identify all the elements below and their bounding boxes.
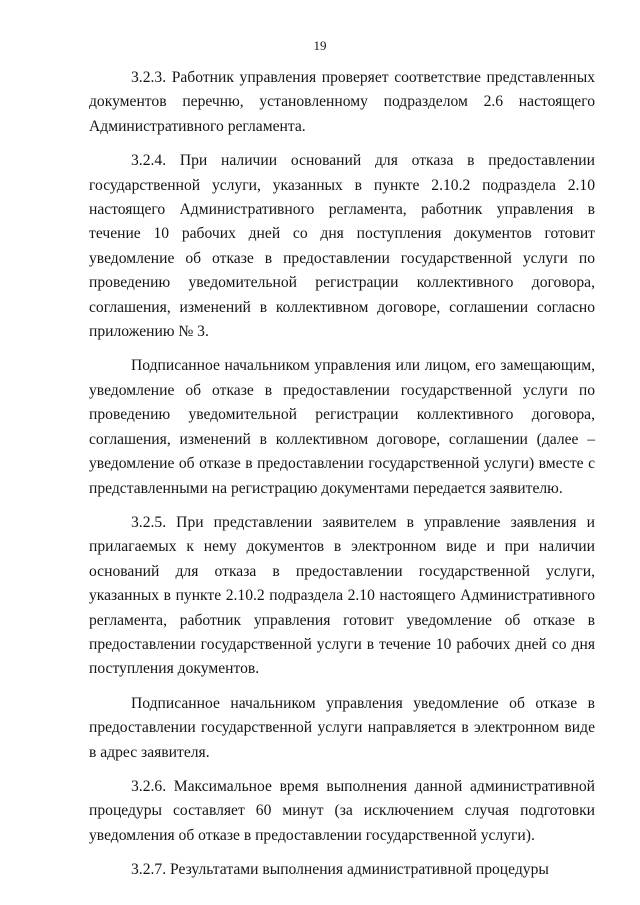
page-number: 19 — [313, 38, 327, 53]
paragraph-3-2-4: 3.2.4. При наличии оснований для отказа в предоставлении государственной услуги, указанных в пункте 2.10.2 подраздела 2.10 настоящего Административного регламента, работник управления в течение 10 рабочих дней со дня поступления документов готовит уведомление об отказе в предоставлении государственной услуги по проведению уведомительной регистрации коллективного договора, соглашения, изменений в коллективном договоре, соглашении согласно приложению № 3. — [89, 152, 595, 341]
paragraph-electronic-refusal-notice: Подписанное начальником управления уведомление об отказе в предоставлении государственной услуги направляется в электронном виде в адрес заявителя. — [89, 694, 595, 761]
paragraph-signed-refusal-notice: Подписанное начальником управления или лицом, его замещающим, уведомление об отказе в предоставлении государственной услуги по проведению уведомительной регистрации коллективного договора, соглашения, изменений в коллективном договоре, соглашении (далее – уведомление об отказе в предоставлении государственной услуги) вместе с представленными на регистрацию документами передается заявителю. — [89, 357, 595, 497]
paragraph-3-2-5: 3.2.5. При представлении заявителем в управление заявления и прилагаемых к нему документов в электронном виде и при наличии оснований для отказа в предоставлении государственной услуги, указанных в пункте 2.10.2 подраздела 2.10 настоящего Административного регламента, работник управления готовит уведомление об отказе в предоставлении государственной услуги в течение 10 рабочих дней со дня поступления документов. — [89, 513, 595, 678]
paragraph-3-2-3: 3.2.3. Работник управления проверяет соответствие представленных документов перечню, установленному подразделом 2.6 настоящего Административного регламента. — [89, 69, 595, 135]
paragraph-3-2-7: 3.2.7. Результатами выполнения административной процедуры — [131, 861, 549, 879]
document-body — [89, 66, 595, 883]
paragraph-3-2-6: 3.2.6. Максимальное время выполнения данной административной процедуры составляет 60 минут (за исключением случая подготовки уведомления об отказе в предоставлении государственной услуги). — [89, 777, 595, 844]
